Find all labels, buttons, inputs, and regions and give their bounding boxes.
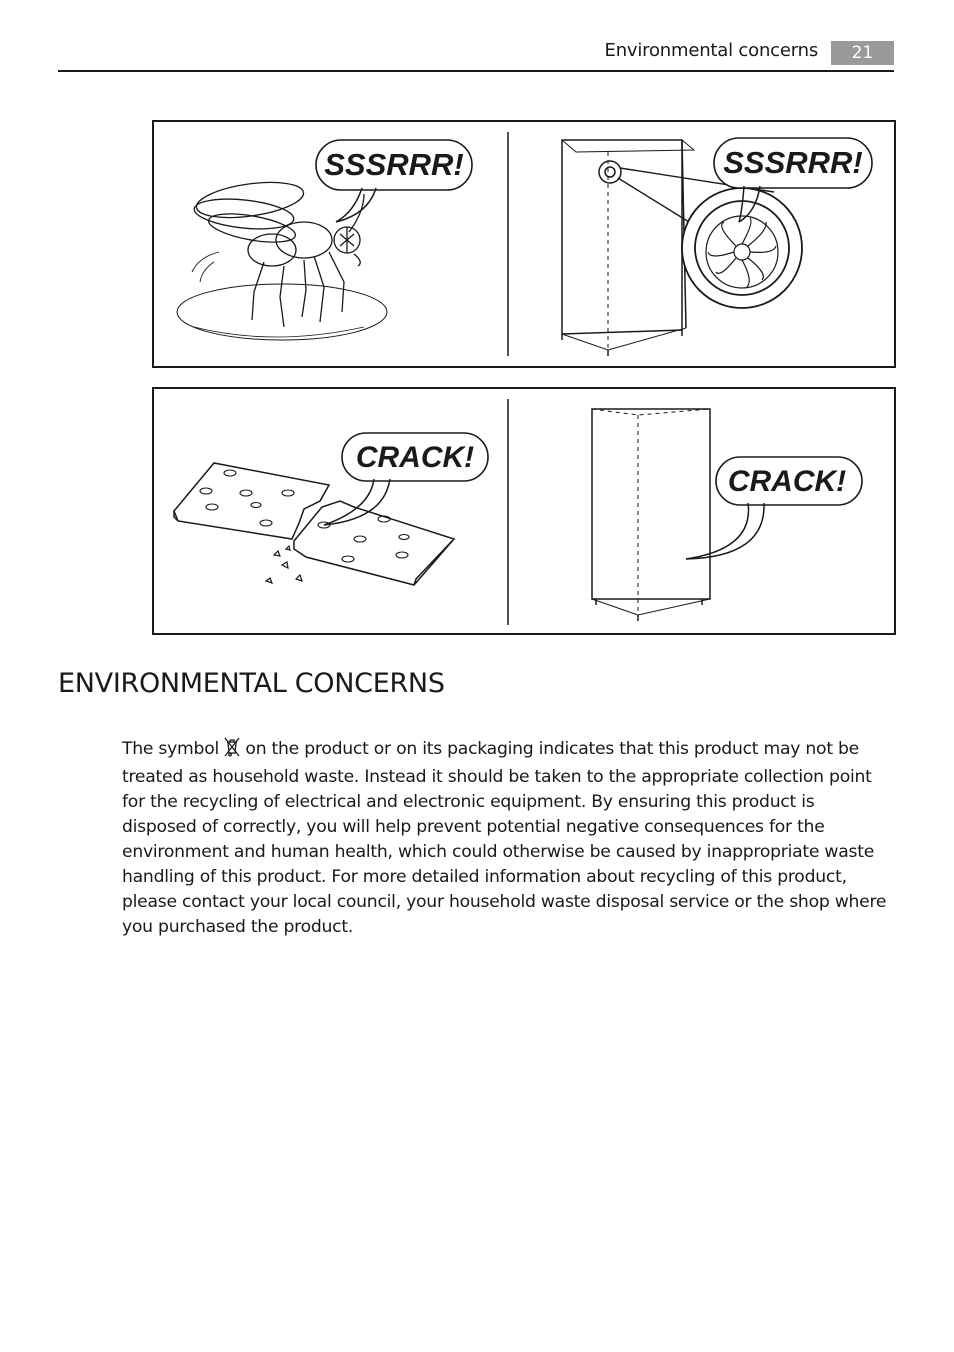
section-heading: ENVIRONMENTAL CONCERNS	[58, 668, 445, 699]
hissing-illustration	[154, 122, 894, 366]
caption-fridge-crack: CRACK!	[727, 465, 847, 498]
header-section-title: Environmental concerns	[604, 40, 818, 61]
caption-fan-hiss: SSSRRR!	[723, 145, 863, 180]
illustration-panel-cracking	[152, 387, 896, 635]
header-rule	[58, 70, 894, 72]
crossed-out-wheelie-bin-icon	[224, 737, 240, 765]
illustration-panel-hissing	[152, 120, 896, 368]
text-before-symbol: The symbol	[122, 739, 219, 759]
environmental-text	[122, 737, 892, 940]
caption-fly-hiss: SSSRRR!	[324, 147, 464, 182]
caption-cracker-crack: CRACK!	[355, 441, 475, 474]
cracking-illustration	[154, 389, 894, 633]
speech-bubble-fly	[316, 140, 472, 222]
fridge-icon	[592, 409, 710, 621]
speech-bubble-fridge	[686, 457, 862, 559]
page-number: 21	[831, 41, 894, 65]
text-after-symbol: on the product or on its packaging indicates that this product may not be treated as household waste. Instead it should be taken to the appropriate collection point for the recycling of electrical and electronic equipment. By ensuring this product is disposed of correctly, you will help prevent potential negative consequences for the environment and human health, which could otherwise be caused by inappropriate waste handling of this product. For more detailed information about recycling of this product, please contact your local council, your household waste disposal service or the shop where you purchased the product.	[122, 739, 887, 937]
